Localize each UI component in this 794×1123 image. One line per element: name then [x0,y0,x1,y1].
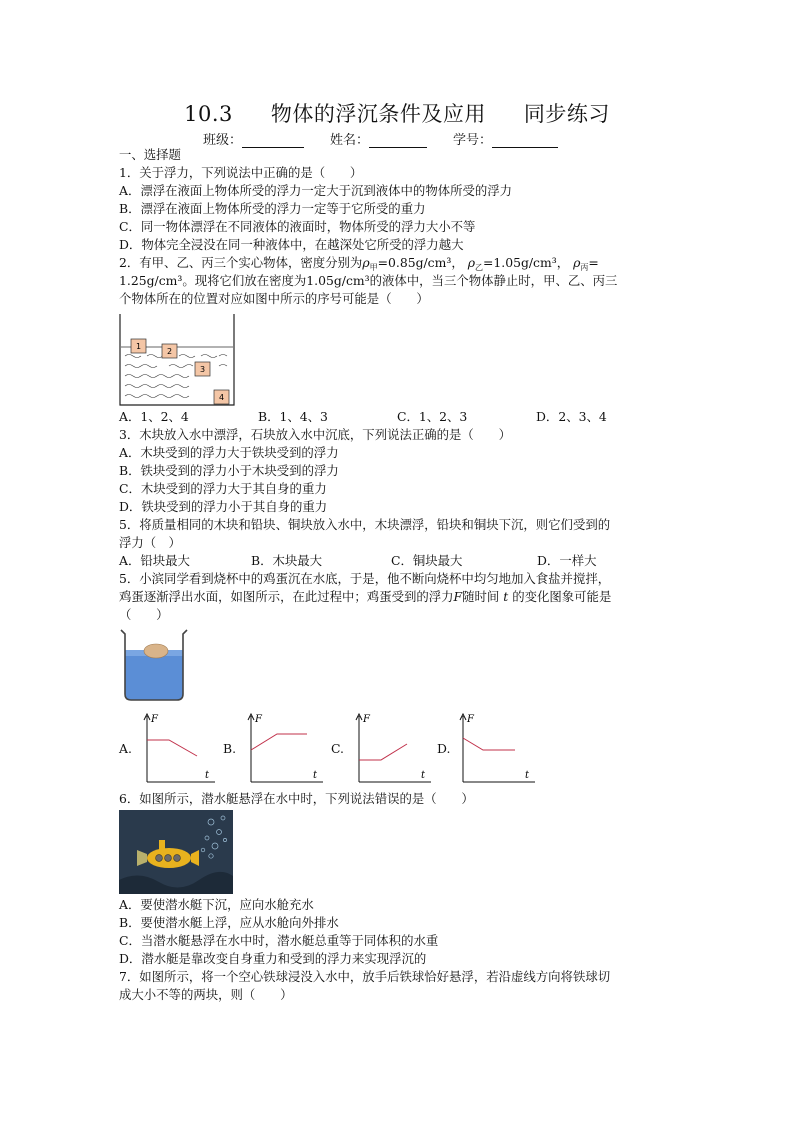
graph-c-label: C. [331,741,344,756]
q6-figure [119,810,679,896]
q5-graph-options [119,710,679,790]
q1-option: D．物体完全浸没在同一种液体中，在越深处它所受的浮力越大 [119,237,464,252]
val-jia: =0.85g/cm³， [377,255,464,270]
q3-option: A．木块受到的浮力大于铁块受到的浮力 [119,445,339,460]
graph-d-curve [463,738,515,750]
q1-option: C．同一物体漂浮在不同液体的液面时，物体所受的浮力大小不等 [119,219,476,234]
section-number: 10.3 [184,102,233,126]
graph-c [345,710,435,790]
sub-yi: 乙 [474,263,483,272]
sub-bing: 丙 [580,263,589,272]
egg [144,644,168,658]
graph-a-x-label: t [205,770,210,781]
q7-stem-b: 成大小不等的两块，则（ ） [119,987,293,1002]
graph-c-x-label: t [421,770,426,781]
sub-jia: 甲 [369,263,378,272]
submarine-image [119,810,233,894]
graph-a-y-label: F [151,714,158,725]
q1-option: A．漂浮在液面上物体所受的浮力一定大于沉到液体中的物体所受的浮力 [119,183,513,198]
graph-c-y-label: F [363,714,370,725]
q2-stem [119,254,679,272]
q2-option: B．1、4、3 [258,409,328,424]
q2-stem-b: 1.25g/cm³。现将它们放在密度为1.05g/cm³的液体中，当三个物体静止时，甲、乙、丙三 [119,273,618,288]
graph-b-label: B. [223,741,237,756]
beaker-image [119,626,189,702]
q4-option: A．铅块最大 [119,553,190,568]
block-4-label: 4 [218,393,225,402]
graph-b-y-label: F [255,714,262,725]
q4-options [119,552,679,570]
rho: ρ [467,255,475,270]
graph-a [133,710,217,790]
porthole [156,855,163,862]
graph-b-x-label: t [313,770,318,781]
q4-stem-b: 浮力（ ） [119,535,181,550]
page-title [0,98,794,128]
graph-c-curve [359,744,407,760]
q5-stem-e: （ ） [119,607,169,622]
section-heading: 一、选择题 [119,147,181,162]
q6-option: D．潜水艇是靠改变自身重力和受到的浮力来实现浮沉的 [119,951,427,966]
q1-option: B．漂浮在液面上物体所受的浮力一定等于它所受的重力 [119,201,426,216]
q4-option: D．一样大 [537,553,597,568]
graph-d-label: D. [437,741,451,756]
graph-d-x-label: t [525,770,530,781]
q7-stem-a: 7．如图所示，将一个空心铁球浸没入水中，放手后铁球恰好悬浮，若沿虚线方向将铁球切 [119,969,611,984]
q4-option: B．木块最大 [251,553,323,568]
q3-option: B．铁块受到的浮力小于木块受到的浮力 [119,463,339,478]
graph-b-curve [251,734,307,750]
var-F: F [453,589,463,604]
block-2-label: 2 [166,347,173,356]
q1-stem: 1．关于浮力，下列说法中正确的是（ ） [119,165,363,180]
graph-a-curve [147,740,197,756]
porthole [174,855,181,862]
q2-options [119,408,679,426]
block-3-label: 3 [199,365,206,374]
q6-option: C．当潜水艇悬浮在水中时，潜水艇总重等于同体积的水重 [119,933,439,948]
id-label: 学号： [453,133,493,148]
q5-beaker-figure [119,626,679,704]
graph-a-label: A. [119,741,132,756]
block-1-label: 1 [135,342,142,351]
graph-d [449,710,539,790]
q5-stem-c-text: 随时间 [462,589,500,604]
q5-stem-d-text: 的变化图象可能是 [512,589,612,604]
graph-b [237,710,327,790]
q3-option: C．木块受到的浮力大于其自身的重力 [119,481,327,496]
class-label: 班级： [203,133,243,148]
question-body [119,146,679,1004]
var-t: t [503,589,509,604]
q4-stem-a: 5．将质量相同的木块和铅块、铜块放入水中，木块漂浮，铅块和铜块下沉，则它们受到的 [119,517,611,532]
container-diagram [119,314,239,406]
q5-stem-b-text: 鸡蛋逐渐浮出水面，如图所示，在此过程中；鸡蛋受到的浮力 [119,589,454,604]
q6-option: B．要使潜水艇上浮，应从水舱向外排水 [119,915,339,930]
q5-stem-a: 5．小滨同学看到烧杯中的鸡蛋沉在水底，于是，他不断向烧杯中均匀地加入食盐并搅拌， [119,571,611,586]
title-name: 物体的浮沉条件及应用 [270,102,486,126]
q2-option: A．1、2、4 [119,409,189,424]
rho: ρ [573,255,581,270]
val-yi: =1.05g/cm³， [482,255,570,270]
val-bing: = [588,255,599,270]
q6-option: A．要使潜水艇下沉，应向水舱充水 [119,897,314,912]
name-label: 姓名： [330,133,370,148]
q2-figure [119,314,679,408]
q5-stem-b [119,588,679,606]
porthole [165,855,172,862]
q2-option: D．2、3、4 [536,409,607,424]
title-tag: 同步练习 [523,102,610,126]
q3-stem: 3．木块放入水中漂浮，石块放入水中沉底，下列说法正确的是（ ） [119,427,511,442]
rho: ρ [362,255,370,270]
q2-stem-a: 2．有甲、乙、丙三个实心物体，密度分别为 [119,255,363,270]
q6-stem: 6．如图所示，潜水艇悬浮在水中时，下列说法错误的是（ ） [119,791,474,806]
q3-option: D．铁块受到的浮力小于其自身的重力 [119,499,328,514]
q4-option: C．铜块最大 [391,553,463,568]
q2-stem-c: 个物体所在的位置对应如图中所示的序号可能是（ ） [119,291,429,306]
graph-d-y-label: F [467,714,474,725]
q2-option: C．1、2、3 [397,409,468,424]
